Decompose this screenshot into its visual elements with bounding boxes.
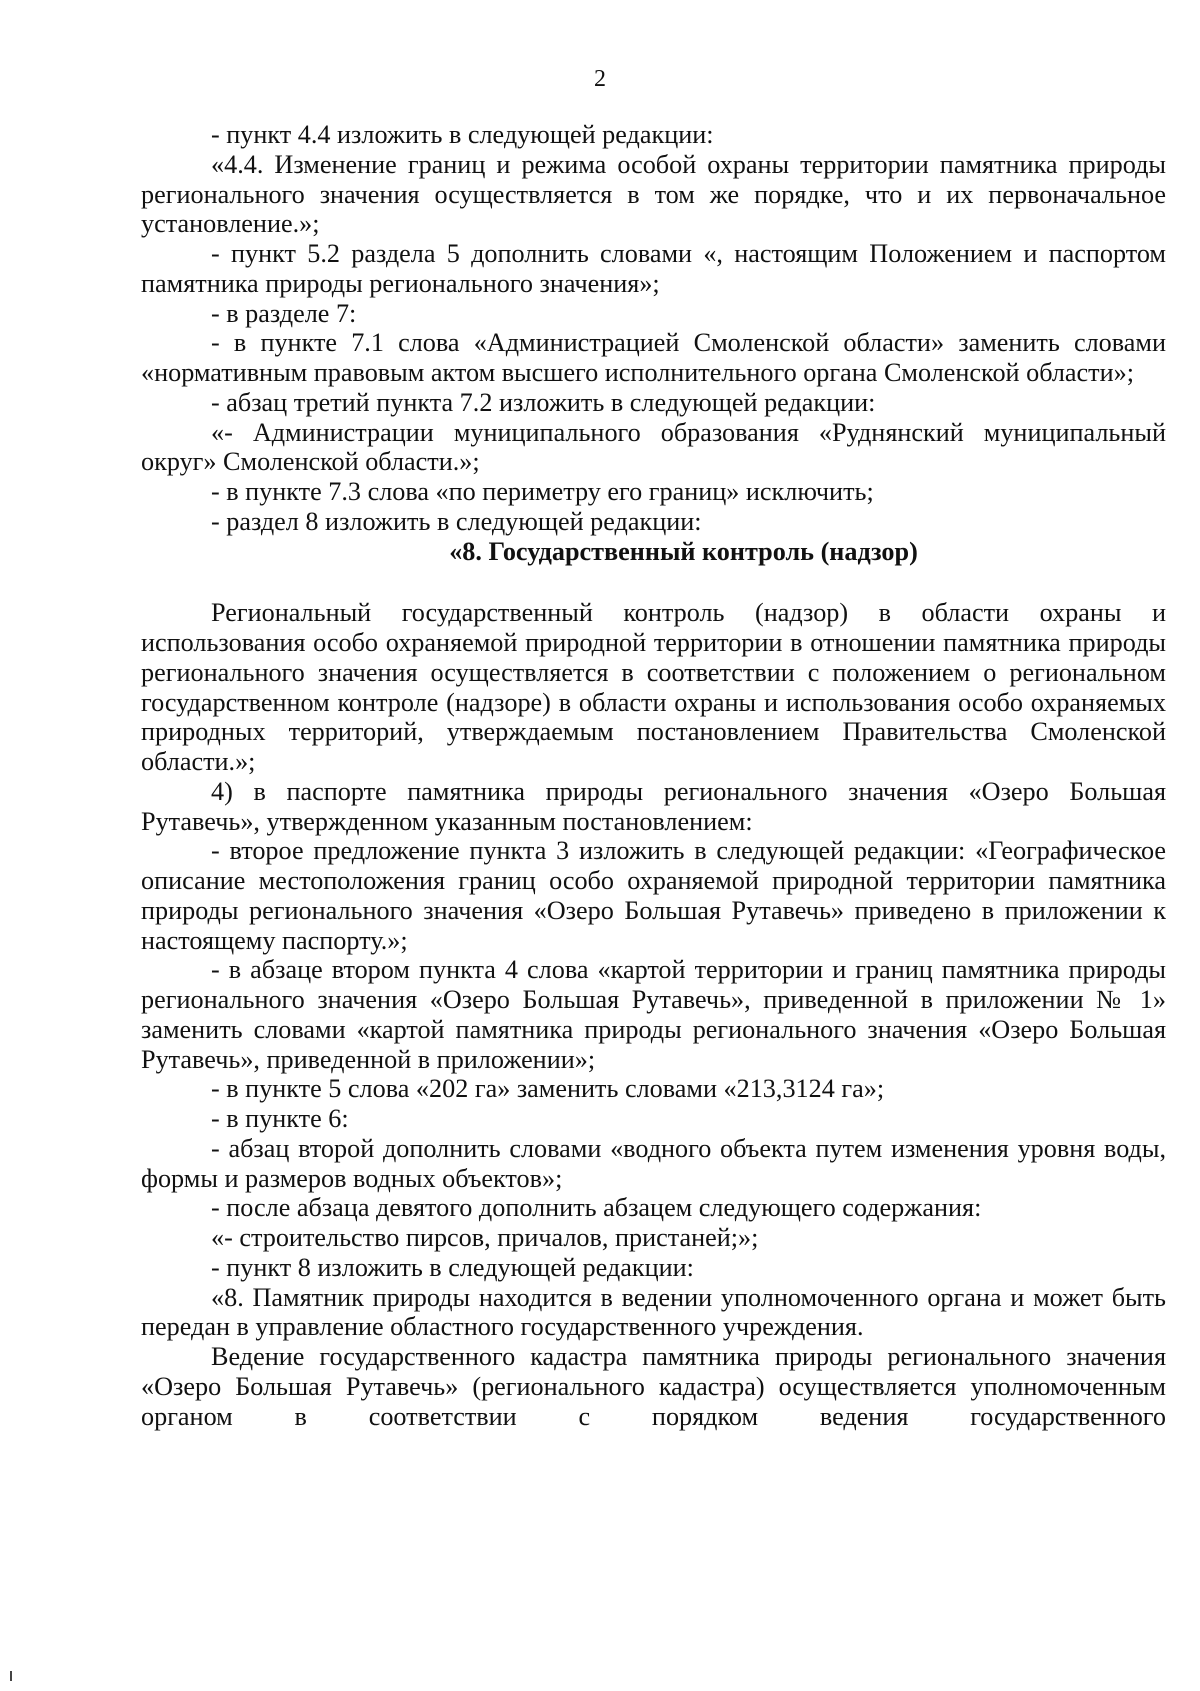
paragraph-passport-item-8: - пункт 8 изложить в следующей редакции: <box>211 1252 694 1282</box>
paragraph-passport: 4) в паспорте памятника природы регионального значения «Озеро Большая Рутавечь», утвержденном указанным постановлением: <box>141 776 1166 836</box>
section-heading: «8. Государственный контроль (надзор) <box>449 536 918 566</box>
paragraph-amend-5-2: - пункт 5.2 раздела 5 дополнить словами «, настоящим Положением и паспортом памятника природы регионального значения»; <box>141 239 1166 298</box>
paragraph-item-6-new-text: «- строительство пирсов, причалов, пристаней;»; <box>211 1223 759 1252</box>
scan-mark <box>10 1671 12 1681</box>
paragraph-passport-item-3: - второе предложение пункта 3 изложить в следующей редакции: «Географическое описание местоположения границ особо охраняемой природной территории памятника природы регионального значения «Озеро Большая Рутавечь» приведено в приложении к настоящему паспорту.»; <box>141 836 1166 955</box>
paragraph-section-7: - в разделе 7: <box>211 298 357 328</box>
paragraph-item-6-abzac-9: - после абзаца девятого дополнить абзацем следующего содержания: <box>211 1193 982 1223</box>
paragraph-text-7-2: «- Администрации муниципального образования «Руднянский муниципальный округ» Смоленской области.»; <box>141 417 1166 477</box>
paragraph-amend-7-2: - абзац третий пункта 7.2 изложить в следующей редакции: <box>211 387 876 417</box>
paragraph-amend-4-4: - пункт 4.4 изложить в следующей редакции: <box>211 120 714 149</box>
paragraph-amend-7-3: - в пункте 7.3 слова «по периметру его границ» исключить; <box>211 477 874 506</box>
paragraph-passport-item-5: - в пункте 5 слова «202 га» заменить словами «213,3124 га»; <box>211 1074 885 1104</box>
paragraph-passport-item-6: - в пункте 6: <box>211 1104 349 1133</box>
paragraph-amend-7-1: - в пункте 7.1 слова «Администрацией Смоленской области» заменить словами «нормативным правовым актом высшего исполнительного органа Смоленской области»; <box>141 328 1166 387</box>
paragraph-cadastre: Ведение государственного кадастра памятника природы регионального значения «Озеро Большая Рутавечь» (регионального кадастра) осуществляется уполномоченным органом в соответствии с порядком ведения государственного <box>141 1342 1166 1431</box>
paragraph-text-4-4: «4.4. Изменение границ и режима особой охраны территории памятника природы регионального значения осуществляется в том же порядке, что и их первоначальное установление.»; <box>141 149 1166 239</box>
paragraph-section-8-text: Региональный государственный контроль (надзор) в области охраны и использования особо охраняемой природной территории в отношении памятника природы регионального значения осуществляется в соответствии с положением о региональном государственном контроле (надзоре) в области охраны и использования особо охраняемых природных территорий, утверждаемым постановлением Правительства Смоленской области.»; <box>141 598 1166 776</box>
page-number: 2 <box>594 66 606 92</box>
document-body <box>141 120 1166 1431</box>
paragraph-item-8-text: «8. Памятник природы находится в ведении уполномоченного органа и может быть передан в управление областного государственного учреждения. <box>141 1282 1166 1342</box>
paragraph-passport-item-4: - в абзаце втором пункта 4 слова «картой территории и границ памятника природы регионального значения «Озеро Большая Рутавечь», приведенной в приложении № 1» заменить словами «картой памятника природы регионального значения «Озеро Большая Рутавечь», приведенной в приложении»; <box>141 955 1166 1074</box>
paragraph-item-6-abzac-2: - абзац второй дополнить словами «водного объекта путем изменения уровня воды, формы и размеров водных объектов»; <box>141 1133 1166 1193</box>
paragraph-amend-section-8: - раздел 8 изложить в следующей редакции: <box>211 506 702 536</box>
